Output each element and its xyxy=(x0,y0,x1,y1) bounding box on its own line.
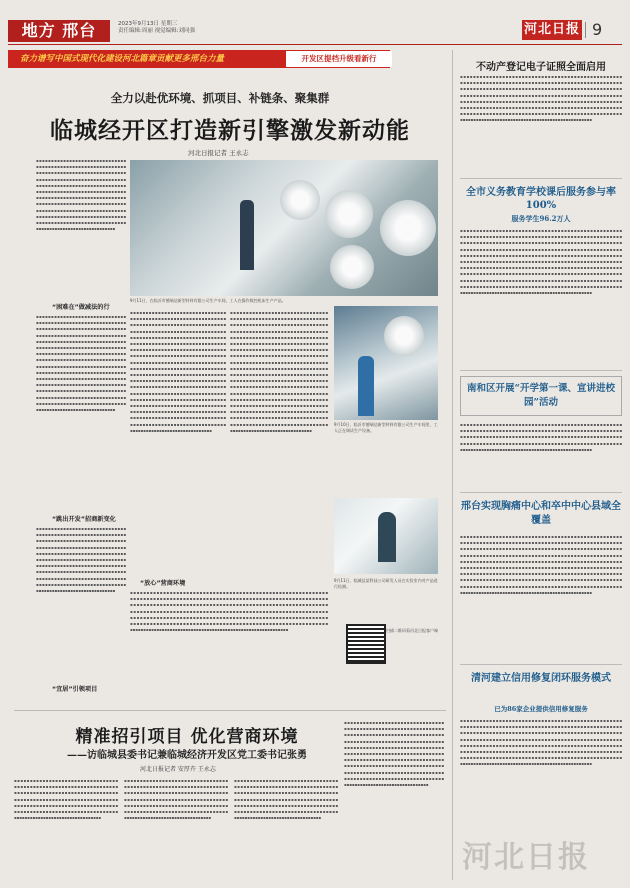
story-1-title: 不动产登记电子证照全面启用 xyxy=(476,62,606,73)
story-2-title: 全市义务教育学校课后服务参与率100% xyxy=(466,187,616,211)
story-5-title: 清河建立信用修复闭环服务模式 xyxy=(471,673,611,684)
interview-byline: 河北日报记者 安厚卉 王永志 xyxy=(140,766,216,773)
date-line: 2023年9月13日 星期三 xyxy=(118,21,178,27)
story-divider-2 xyxy=(460,370,622,371)
article-subhead-3: “宜居”引领项目 xyxy=(52,686,98,693)
story-1-text: ▪▪▪▪▪▪▪▪▪▪▪▪▪▪▪▪▪▪▪▪▪▪▪▪▪▪▪▪▪▪▪▪▪▪▪▪▪▪▪▪▪▪▪▪▪▪▪▪▪▪ ▪▪▪▪▪▪▪▪▪▪▪▪▪▪▪▪▪▪▪▪▪▪▪▪▪▪▪▪▪▪▪▪▪▪▪▪▪▪▪▪▪▪▪▪▪▪▪▪▪▪ ▪▪▪▪▪▪▪▪▪▪▪▪▪▪▪▪▪▪▪▪▪▪▪▪▪▪▪▪▪▪▪▪▪▪▪▪▪▪▪▪▪▪▪▪▪▪▪▪▪▪ ▪▪▪▪▪▪▪▪▪▪▪▪▪▪▪▪▪▪▪▪▪▪▪▪▪▪▪▪▪▪▪▪▪▪▪▪▪▪▪▪▪▪▪▪▪▪▪▪▪▪ ▪▪▪▪▪▪▪▪▪▪▪▪▪▪▪▪▪▪▪▪▪▪▪▪▪▪▪▪▪▪▪▪▪▪▪▪▪▪▪▪▪▪▪▪▪▪▪▪▪▪ ▪▪▪▪▪▪▪▪▪▪▪▪▪▪▪▪▪▪▪▪▪▪▪▪▪▪▪▪▪▪▪▪▪▪▪▪▪▪▪▪▪▪▪▪▪▪▪▪▪▪ ▪▪▪▪▪▪▪▪▪▪▪▪▪▪▪▪▪▪▪▪▪▪▪▪▪▪▪▪▪▪▪▪▪▪▪▪▪▪▪▪▪▪▪▪▪▪▪▪▪▪ ▪▪▪▪▪▪▪▪▪▪▪▪▪▪▪▪▪▪▪▪▪▪▪▪▪▪▪▪▪▪▪▪▪▪▪▪▪▪▪▪▪▪▪▪▪▪▪▪▪▪ xyxy=(460,74,622,123)
article-kicker: 全力以赴优环境、抓项目、补链条、聚集群 xyxy=(110,91,330,105)
story-3-text: ▪▪▪▪▪▪▪▪▪▪▪▪▪▪▪▪▪▪▪▪▪▪▪▪▪▪▪▪▪▪▪▪▪▪▪▪▪▪▪▪▪▪▪▪▪▪▪▪▪▪ ▪▪▪▪▪▪▪▪▪▪▪▪▪▪▪▪▪▪▪▪▪▪▪▪▪▪▪▪▪▪▪▪▪▪▪▪▪▪▪▪▪▪▪▪▪▪▪▪▪▪ ▪▪▪▪▪▪▪▪▪▪▪▪▪▪▪▪▪▪▪▪▪▪▪▪▪▪▪▪▪▪▪▪▪▪▪▪▪▪▪▪▪▪▪▪▪▪▪▪▪▪ ▪▪▪▪▪▪▪▪▪▪▪▪▪▪▪▪▪▪▪▪▪▪▪▪▪▪▪▪▪▪▪▪▪▪▪▪▪▪▪▪▪▪▪▪▪▪▪▪▪▪ ▪▪▪▪▪▪▪▪▪▪▪▪▪▪▪▪▪▪▪▪▪▪▪▪▪▪▪▪▪▪▪▪▪▪▪▪▪▪▪▪▪▪▪▪▪▪▪▪▪▪ xyxy=(460,422,622,452)
factory-photo-1 xyxy=(130,160,438,296)
lab-photo-3 xyxy=(334,498,438,574)
article-subhead-2: “跳出开发”招商新变化 xyxy=(52,516,116,523)
article-subhead-4: “放心”营商环境 xyxy=(140,580,186,587)
story-2-text: ▪▪▪▪▪▪▪▪▪▪▪▪▪▪▪▪▪▪▪▪▪▪▪▪▪▪▪▪▪▪▪▪▪▪▪▪▪▪▪▪▪▪▪▪▪▪▪▪▪▪ ▪▪▪▪▪▪▪▪▪▪▪▪▪▪▪▪▪▪▪▪▪▪▪▪▪▪▪▪▪▪▪▪▪▪▪▪▪▪▪▪▪▪▪▪▪▪▪▪▪▪ ▪▪▪▪▪▪▪▪▪▪▪▪▪▪▪▪▪▪▪▪▪▪▪▪▪▪▪▪▪▪▪▪▪▪▪▪▪▪▪▪▪▪▪▪▪▪▪▪▪▪ ▪▪▪▪▪▪▪▪▪▪▪▪▪▪▪▪▪▪▪▪▪▪▪▪▪▪▪▪▪▪▪▪▪▪▪▪▪▪▪▪▪▪▪▪▪▪▪▪▪▪ ▪▪▪▪▪▪▪▪▪▪▪▪▪▪▪▪▪▪▪▪▪▪▪▪▪▪▪▪▪▪▪▪▪▪▪▪▪▪▪▪▪▪▪▪▪▪▪▪▪▪ ▪▪▪▪▪▪▪▪▪▪▪▪▪▪▪▪▪▪▪▪▪▪▪▪▪▪▪▪▪▪▪▪▪▪▪▪▪▪▪▪▪▪▪▪▪▪▪▪▪▪ ▪▪▪▪▪▪▪▪▪▪▪▪▪▪▪▪▪▪▪▪▪▪▪▪▪▪▪▪▪▪▪▪▪▪▪▪▪▪▪▪▪▪▪▪▪▪▪▪▪▪ ▪▪▪▪▪▪▪▪▪▪▪▪▪▪▪▪▪▪▪▪▪▪▪▪▪▪▪▪▪▪▪▪▪▪▪▪▪▪▪▪▪▪▪▪▪▪▪▪▪▪ ▪▪▪▪▪▪▪▪▪▪▪▪▪▪▪▪▪▪▪▪▪▪▪▪▪▪▪▪▪▪▪▪▪▪▪▪▪▪▪▪▪▪▪▪▪▪▪▪▪▪ ▪▪▪▪▪▪▪▪▪▪▪▪▪▪▪▪▪▪▪▪▪▪▪▪▪▪▪▪▪▪▪▪▪▪▪▪▪▪▪▪▪▪▪▪▪▪▪▪▪▪ ▪▪▪▪▪▪▪▪▪▪▪▪▪▪▪▪▪▪▪▪▪▪▪▪▪▪▪▪▪▪▪▪▪▪▪▪▪▪▪▪▪▪▪▪▪▪▪▪▪▪ xyxy=(460,228,622,296)
story-2-subtitle: 服务学生96.2万人 xyxy=(511,214,571,223)
interview-col-1: ▪▪▪▪▪▪▪▪▪▪▪▪▪▪▪▪▪▪▪▪▪▪▪▪▪▪▪▪▪▪▪▪▪ ▪▪▪▪▪▪▪▪▪▪▪▪▪▪▪▪▪▪▪▪▪▪▪▪▪▪▪▪▪▪▪▪▪ ▪▪▪▪▪▪▪▪▪▪▪▪▪▪▪▪▪▪▪▪▪▪▪▪▪▪▪▪▪▪▪▪▪ ▪▪▪▪▪▪▪▪▪▪▪▪▪▪▪▪▪▪▪▪▪▪▪▪▪▪▪▪▪▪▪▪▪ ▪▪▪▪▪▪▪▪▪▪▪▪▪▪▪▪▪▪▪▪▪▪▪▪▪▪▪▪▪▪▪▪▪ ▪▪▪▪▪▪▪▪▪▪▪▪▪▪▪▪▪▪▪▪▪▪▪▪▪▪▪▪▪▪▪▪▪ ▪▪▪▪▪▪▪▪▪▪▪▪▪▪▪▪▪▪▪▪▪▪▪▪▪▪▪▪▪▪▪▪▪ xyxy=(14,778,118,821)
interview-col-2: ▪▪▪▪▪▪▪▪▪▪▪▪▪▪▪▪▪▪▪▪▪▪▪▪▪▪▪▪▪▪▪▪▪ ▪▪▪▪▪▪▪▪▪▪▪▪▪▪▪▪▪▪▪▪▪▪▪▪▪▪▪▪▪▪▪▪▪ ▪▪▪▪▪▪▪▪▪▪▪▪▪▪▪▪▪▪▪▪▪▪▪▪▪▪▪▪▪▪▪▪▪ ▪▪▪▪▪▪▪▪▪▪▪▪▪▪▪▪▪▪▪▪▪▪▪▪▪▪▪▪▪▪▪▪▪ ▪▪▪▪▪▪▪▪▪▪▪▪▪▪▪▪▪▪▪▪▪▪▪▪▪▪▪▪▪▪▪▪▪ ▪▪▪▪▪▪▪▪▪▪▪▪▪▪▪▪▪▪▪▪▪▪▪▪▪▪▪▪▪▪▪▪▪ ▪▪▪▪▪▪▪▪▪▪▪▪▪▪▪▪▪▪▪▪▪▪▪▪▪▪▪▪▪▪▪▪▪ xyxy=(124,778,228,821)
header-rule xyxy=(8,44,622,45)
photo-1-caption: 9月11日，在临沂市德瑞达新型材料有限公司生产车间，工人在操作数控机床生产产品。 xyxy=(130,298,286,303)
interview-col-3: ▪▪▪▪▪▪▪▪▪▪▪▪▪▪▪▪▪▪▪▪▪▪▪▪▪▪▪▪▪▪▪▪▪ ▪▪▪▪▪▪▪▪▪▪▪▪▪▪▪▪▪▪▪▪▪▪▪▪▪▪▪▪▪▪▪▪▪ ▪▪▪▪▪▪▪▪▪▪▪▪▪▪▪▪▪▪▪▪▪▪▪▪▪▪▪▪▪▪▪▪▪ ▪▪▪▪▪▪▪▪▪▪▪▪▪▪▪▪▪▪▪▪▪▪▪▪▪▪▪▪▪▪▪▪▪ ▪▪▪▪▪▪▪▪▪▪▪▪▪▪▪▪▪▪▪▪▪▪▪▪▪▪▪▪▪▪▪▪▪ ▪▪▪▪▪▪▪▪▪▪▪▪▪▪▪▪▪▪▪▪▪▪▪▪▪▪▪▪▪▪▪▪▪ ▪▪▪▪▪▪▪▪▪▪▪▪▪▪▪▪▪▪▪▪▪▪▪▪▪▪▪▪▪▪▪▪▪ xyxy=(234,778,338,821)
banner-column-label: 开发区提档升级看新行 xyxy=(286,51,392,67)
newspaper-logo: 河北日报 xyxy=(522,20,582,40)
header-divider xyxy=(585,22,586,38)
story-5-subtitle: 已为86家企业提供信用修复服务 xyxy=(494,705,588,713)
article-subhead-1: “困难在”做减法的行 xyxy=(52,304,110,311)
story-divider-1 xyxy=(460,178,622,179)
story-divider-3 xyxy=(460,492,622,493)
article-lead-text: ▪▪▪▪▪▪▪▪▪▪▪▪▪▪▪▪▪▪▪▪▪▪▪▪▪▪▪▪▪▪ ▪▪▪▪▪▪▪▪▪▪▪▪▪▪▪▪▪▪▪▪▪▪▪▪▪▪▪▪▪▪ ▪▪▪▪▪▪▪▪▪▪▪▪▪▪▪▪▪▪▪▪▪▪▪▪▪▪▪▪▪▪ ▪▪▪▪▪▪▪▪▪▪▪▪▪▪▪▪▪▪▪▪▪▪▪▪▪▪▪▪▪▪ ▪▪▪▪▪▪▪▪▪▪▪▪▪▪▪▪▪▪▪▪▪▪▪▪▪▪▪▪▪▪ ▪▪▪▪▪▪▪▪▪▪▪▪▪▪▪▪▪▪▪▪▪▪▪▪▪▪▪▪▪▪ ▪▪▪▪▪▪▪▪▪▪▪▪▪▪▪▪▪▪▪▪▪▪▪▪▪▪▪▪▪▪ ▪▪▪▪▪▪▪▪▪▪▪▪▪▪▪▪▪▪▪▪▪▪▪▪▪▪▪▪▪▪ ▪▪▪▪▪▪▪▪▪▪▪▪▪▪▪▪▪▪▪▪▪▪▪▪▪▪▪▪▪▪ ▪▪▪▪▪▪▪▪▪▪▪▪▪▪▪▪▪▪▪▪▪▪▪▪▪▪▪▪▪▪ ▪▪▪▪▪▪▪▪▪▪▪▪▪▪▪▪▪▪▪▪▪▪▪▪▪▪▪▪▪▪ ▪▪▪▪▪▪▪▪▪▪▪▪▪▪▪▪▪▪▪▪▪▪▪▪▪▪▪▪▪▪ xyxy=(36,158,126,232)
article-body-col-2: ▪▪▪▪▪▪▪▪▪▪▪▪▪▪▪▪▪▪▪▪▪▪▪▪▪▪▪▪▪▪▪ ▪▪▪▪▪▪▪▪▪▪▪▪▪▪▪▪▪▪▪▪▪▪▪▪▪▪▪▪▪▪▪ ▪▪▪▪▪▪▪▪▪▪▪▪▪▪▪▪▪▪▪▪▪▪▪▪▪▪▪▪▪▪▪ ▪▪▪▪▪▪▪▪▪▪▪▪▪▪▪▪▪▪▪▪▪▪▪▪▪▪▪▪▪▪▪ ▪▪▪▪▪▪▪▪▪▪▪▪▪▪▪▪▪▪▪▪▪▪▪▪▪▪▪▪▪▪▪ ▪▪▪▪▪▪▪▪▪▪▪▪▪▪▪▪▪▪▪▪▪▪▪▪▪▪▪▪▪▪▪ ▪▪▪▪▪▪▪▪▪▪▪▪▪▪▪▪▪▪▪▪▪▪▪▪▪▪▪▪▪▪▪ ▪▪▪▪▪▪▪▪▪▪▪▪▪▪▪▪▪▪▪▪▪▪▪▪▪▪▪▪▪▪▪ ▪▪▪▪▪▪▪▪▪▪▪▪▪▪▪▪▪▪▪▪▪▪▪▪▪▪▪▪▪▪▪ ▪▪▪▪▪▪▪▪▪▪▪▪▪▪▪▪▪▪▪▪▪▪▪▪▪▪▪▪▪▪▪ ▪▪▪▪▪▪▪▪▪▪▪▪▪▪▪▪▪▪▪▪▪▪▪▪▪▪▪▪▪▪▪ ▪▪▪▪▪▪▪▪▪▪▪▪▪▪▪▪▪▪▪▪▪▪▪▪▪▪▪▪▪▪▪ ▪▪▪▪▪▪▪▪▪▪▪▪▪▪▪▪▪▪▪▪▪▪▪▪▪▪▪▪▪▪▪ ▪▪▪▪▪▪▪▪▪▪▪▪▪▪▪▪▪▪▪▪▪▪▪▪▪▪▪▪▪▪▪ ▪▪▪▪▪▪▪▪▪▪▪▪▪▪▪▪▪▪▪▪▪▪▪▪▪▪▪▪▪▪▪ ▪▪▪▪▪▪▪▪▪▪▪▪▪▪▪▪▪▪▪▪▪▪▪▪▪▪▪▪▪▪▪ ▪▪▪▪▪▪▪▪▪▪▪▪▪▪▪▪▪▪▪▪▪▪▪▪▪▪▪▪▪▪▪ ▪▪▪▪▪▪▪▪▪▪▪▪▪▪▪▪▪▪▪▪▪▪▪▪▪▪▪▪▪▪▪ ▪▪▪▪▪▪▪▪▪▪▪▪▪▪▪▪▪▪▪▪▪▪▪▪▪▪▪▪▪▪▪ ▪▪▪▪▪▪▪▪▪▪▪▪▪▪▪▪▪▪▪▪▪▪▪▪▪▪▪▪▪▪▪ xyxy=(130,310,226,433)
interview-headline: 精准招引项目 优化营商环境 xyxy=(75,727,299,747)
page-number: 9 xyxy=(592,20,603,39)
interview-col-4: ▪▪▪▪▪▪▪▪▪▪▪▪▪▪▪▪▪▪▪▪▪▪▪▪▪▪▪▪▪▪▪▪ ▪▪▪▪▪▪▪▪▪▪▪▪▪▪▪▪▪▪▪▪▪▪▪▪▪▪▪▪▪▪▪▪ ▪▪▪▪▪▪▪▪▪▪▪▪▪▪▪▪▪▪▪▪▪▪▪▪▪▪▪▪▪▪▪▪ ▪▪▪▪▪▪▪▪▪▪▪▪▪▪▪▪▪▪▪▪▪▪▪▪▪▪▪▪▪▪▪▪ ▪▪▪▪▪▪▪▪▪▪▪▪▪▪▪▪▪▪▪▪▪▪▪▪▪▪▪▪▪▪▪▪ ▪▪▪▪▪▪▪▪▪▪▪▪▪▪▪▪▪▪▪▪▪▪▪▪▪▪▪▪▪▪▪▪ ▪▪▪▪▪▪▪▪▪▪▪▪▪▪▪▪▪▪▪▪▪▪▪▪▪▪▪▪▪▪▪▪ ▪▪▪▪▪▪▪▪▪▪▪▪▪▪▪▪▪▪▪▪▪▪▪▪▪▪▪▪▪▪▪▪ ▪▪▪▪▪▪▪▪▪▪▪▪▪▪▪▪▪▪▪▪▪▪▪▪▪▪▪▪▪▪▪▪ ▪▪▪▪▪▪▪▪▪▪▪▪▪▪▪▪▪▪▪▪▪▪▪▪▪▪▪▪▪▪▪▪ ▪▪▪▪▪▪▪▪▪▪▪▪▪▪▪▪▪▪▪▪▪▪▪▪▪▪▪▪▪▪▪▪ xyxy=(344,720,444,788)
logo-watermark: 河北日报 xyxy=(462,840,590,875)
section-divider xyxy=(14,710,446,711)
story-3-title-box xyxy=(460,376,622,416)
column-divider xyxy=(452,50,453,880)
article-body-col-1: ▪▪▪▪▪▪▪▪▪▪▪▪▪▪▪▪▪▪▪▪▪▪▪▪▪▪▪▪▪▪ ▪▪▪▪▪▪▪▪▪▪▪▪▪▪▪▪▪▪▪▪▪▪▪▪▪▪▪▪▪▪ ▪▪▪▪▪▪▪▪▪▪▪▪▪▪▪▪▪▪▪▪▪▪▪▪▪▪▪▪▪▪ ▪▪▪▪▪▪▪▪▪▪▪▪▪▪▪▪▪▪▪▪▪▪▪▪▪▪▪▪▪▪ ▪▪▪▪▪▪▪▪▪▪▪▪▪▪▪▪▪▪▪▪▪▪▪▪▪▪▪▪▪▪ ▪▪▪▪▪▪▪▪▪▪▪▪▪▪▪▪▪▪▪▪▪▪▪▪▪▪▪▪▪▪ ▪▪▪▪▪▪▪▪▪▪▪▪▪▪▪▪▪▪▪▪▪▪▪▪▪▪▪▪▪▪ ▪▪▪▪▪▪▪▪▪▪▪▪▪▪▪▪▪▪▪▪▪▪▪▪▪▪▪▪▪▪ ▪▪▪▪▪▪▪▪▪▪▪▪▪▪▪▪▪▪▪▪▪▪▪▪▪▪▪▪▪▪ ▪▪▪▪▪▪▪▪▪▪▪▪▪▪▪▪▪▪▪▪▪▪▪▪▪▪▪▪▪▪ ▪▪▪▪▪▪▪▪▪▪▪▪▪▪▪▪▪▪▪▪▪▪▪▪▪▪▪▪▪▪ ▪▪▪▪▪▪▪▪▪▪▪▪▪▪▪▪▪▪▪▪▪▪▪▪▪▪▪▪▪▪ ▪▪▪▪▪▪▪▪▪▪▪▪▪▪▪▪▪▪▪▪▪▪▪▪▪▪▪▪▪▪ ▪▪▪▪▪▪▪▪▪▪▪▪▪▪▪▪▪▪▪▪▪▪▪▪▪▪▪▪▪▪ ▪▪▪▪▪▪▪▪▪▪▪▪▪▪▪▪▪▪▪▪▪▪▪▪▪▪▪▪▪▪ ▪▪▪▪▪▪▪▪▪▪▪▪▪▪▪▪▪▪▪▪▪▪▪▪▪▪▪▪▪▪ xyxy=(36,314,126,413)
worker-figure-2 xyxy=(358,356,374,416)
article-byline: 河北日报记者 王永志 xyxy=(188,149,249,157)
article-body-col-4: ▪▪▪▪▪▪▪▪▪▪▪▪▪▪▪▪▪▪▪▪▪▪▪▪▪▪▪▪▪▪▪▪▪▪▪▪▪▪▪▪▪▪▪▪▪▪▪▪▪▪▪▪▪▪▪▪▪▪▪▪ ▪▪▪▪▪▪▪▪▪▪▪▪▪▪▪▪▪▪▪▪▪▪▪▪▪▪▪▪▪▪▪▪▪▪▪▪▪▪▪▪▪▪▪▪▪▪▪▪▪▪▪▪▪▪▪▪▪▪▪▪ ▪▪▪▪▪▪▪▪▪▪▪▪▪▪▪▪▪▪▪▪▪▪▪▪▪▪▪▪▪▪▪▪▪▪▪▪▪▪▪▪▪▪▪▪▪▪▪▪▪▪▪▪▪▪▪▪▪▪▪▪ ▪▪▪▪▪▪▪▪▪▪▪▪▪▪▪▪▪▪▪▪▪▪▪▪▪▪▪▪▪▪▪▪▪▪▪▪▪▪▪▪▪▪▪▪▪▪▪▪▪▪▪▪▪▪▪▪▪▪▪▪ ▪▪▪▪▪▪▪▪▪▪▪▪▪▪▪▪▪▪▪▪▪▪▪▪▪▪▪▪▪▪▪▪▪▪▪▪▪▪▪▪▪▪▪▪▪▪▪▪▪▪▪▪▪▪▪▪▪▪▪▪ ▪▪▪▪▪▪▪▪▪▪▪▪▪▪▪▪▪▪▪▪▪▪▪▪▪▪▪▪▪▪▪▪▪▪▪▪▪▪▪▪▪▪▪▪▪▪▪▪▪▪▪▪▪▪▪▪▪▪▪▪ ▪▪▪▪▪▪▪▪▪▪▪▪▪▪▪▪▪▪▪▪▪▪▪▪▪▪▪▪▪▪▪▪▪▪▪▪▪▪▪▪▪▪▪▪▪▪▪▪▪▪▪▪▪▪▪▪▪▪▪▪ xyxy=(130,590,328,633)
story-5-text: ▪▪▪▪▪▪▪▪▪▪▪▪▪▪▪▪▪▪▪▪▪▪▪▪▪▪▪▪▪▪▪▪▪▪▪▪▪▪▪▪▪▪▪▪▪▪▪▪▪▪ ▪▪▪▪▪▪▪▪▪▪▪▪▪▪▪▪▪▪▪▪▪▪▪▪▪▪▪▪▪▪▪▪▪▪▪▪▪▪▪▪▪▪▪▪▪▪▪▪▪▪ ▪▪▪▪▪▪▪▪▪▪▪▪▪▪▪▪▪▪▪▪▪▪▪▪▪▪▪▪▪▪▪▪▪▪▪▪▪▪▪▪▪▪▪▪▪▪▪▪▪▪ ▪▪▪▪▪▪▪▪▪▪▪▪▪▪▪▪▪▪▪▪▪▪▪▪▪▪▪▪▪▪▪▪▪▪▪▪▪▪▪▪▪▪▪▪▪▪▪▪▪▪ ▪▪▪▪▪▪▪▪▪▪▪▪▪▪▪▪▪▪▪▪▪▪▪▪▪▪▪▪▪▪▪▪▪▪▪▪▪▪▪▪▪▪▪▪▪▪▪▪▪▪ ▪▪▪▪▪▪▪▪▪▪▪▪▪▪▪▪▪▪▪▪▪▪▪▪▪▪▪▪▪▪▪▪▪▪▪▪▪▪▪▪▪▪▪▪▪▪▪▪▪▪ ▪▪▪▪▪▪▪▪▪▪▪▪▪▪▪▪▪▪▪▪▪▪▪▪▪▪▪▪▪▪▪▪▪▪▪▪▪▪▪▪▪▪▪▪▪▪▪▪▪▪ ▪▪▪▪▪▪▪▪▪▪▪▪▪▪▪▪▪▪▪▪▪▪▪▪▪▪▪▪▪▪▪▪▪▪▪▪▪▪▪▪▪▪▪▪▪▪▪▪▪▪ xyxy=(460,718,622,767)
photo-3-caption: 9月11日，临城县某科技公司研发人员在实验室内对产品进行检测。 xyxy=(334,578,438,589)
story-3-title: 南和区开展“开学第一课、宣讲进校园”活动 xyxy=(467,383,615,408)
editor-line: 责任编辑:周丽 视觉编辑:刘同强 xyxy=(118,28,195,34)
interview-subtitle: ——访临城县委书记兼临城经济开发区党工委书记张勇 xyxy=(67,750,307,761)
qr-caption: 扫描二维码看河北日报客户端 xyxy=(386,628,438,633)
story-4-title: 邢台实现胸痛中心和卒中中心县域全覆盖 xyxy=(461,501,621,526)
article-body-col-3: ▪▪▪▪▪▪▪▪▪▪▪▪▪▪▪▪▪▪▪▪▪▪▪▪▪▪▪▪▪▪▪ ▪▪▪▪▪▪▪▪▪▪▪▪▪▪▪▪▪▪▪▪▪▪▪▪▪▪▪▪▪▪▪ ▪▪▪▪▪▪▪▪▪▪▪▪▪▪▪▪▪▪▪▪▪▪▪▪▪▪▪▪▪▪▪ ▪▪▪▪▪▪▪▪▪▪▪▪▪▪▪▪▪▪▪▪▪▪▪▪▪▪▪▪▪▪▪ ▪▪▪▪▪▪▪▪▪▪▪▪▪▪▪▪▪▪▪▪▪▪▪▪▪▪▪▪▪▪▪ ▪▪▪▪▪▪▪▪▪▪▪▪▪▪▪▪▪▪▪▪▪▪▪▪▪▪▪▪▪▪▪ ▪▪▪▪▪▪▪▪▪▪▪▪▪▪▪▪▪▪▪▪▪▪▪▪▪▪▪▪▪▪▪ ▪▪▪▪▪▪▪▪▪▪▪▪▪▪▪▪▪▪▪▪▪▪▪▪▪▪▪▪▪▪▪ ▪▪▪▪▪▪▪▪▪▪▪▪▪▪▪▪▪▪▪▪▪▪▪▪▪▪▪▪▪▪▪ ▪▪▪▪▪▪▪▪▪▪▪▪▪▪▪▪▪▪▪▪▪▪▪▪▪▪▪▪▪▪▪ ▪▪▪▪▪▪▪▪▪▪▪▪▪▪▪▪▪▪▪▪▪▪▪▪▪▪▪▪▪▪▪ ▪▪▪▪▪▪▪▪▪▪▪▪▪▪▪▪▪▪▪▪▪▪▪▪▪▪▪▪▪▪▪ ▪▪▪▪▪▪▪▪▪▪▪▪▪▪▪▪▪▪▪▪▪▪▪▪▪▪▪▪▪▪▪ ▪▪▪▪▪▪▪▪▪▪▪▪▪▪▪▪▪▪▪▪▪▪▪▪▪▪▪▪▪▪▪ ▪▪▪▪▪▪▪▪▪▪▪▪▪▪▪▪▪▪▪▪▪▪▪▪▪▪▪▪▪▪▪ ▪▪▪▪▪▪▪▪▪▪▪▪▪▪▪▪▪▪▪▪▪▪▪▪▪▪▪▪▪▪▪ ▪▪▪▪▪▪▪▪▪▪▪▪▪▪▪▪▪▪▪▪▪▪▪▪▪▪▪▪▪▪▪ ▪▪▪▪▪▪▪▪▪▪▪▪▪▪▪▪▪▪▪▪▪▪▪▪▪▪▪▪▪▪▪ ▪▪▪▪▪▪▪▪▪▪▪▪▪▪▪▪▪▪▪▪▪▪▪▪▪▪▪▪▪▪▪ ▪▪▪▪▪▪▪▪▪▪▪▪▪▪▪▪▪▪▪▪▪▪▪▪▪▪▪▪▪▪▪ xyxy=(230,310,328,433)
qr-code-icon[interactable] xyxy=(346,624,386,664)
section-tag: 地方 邢台 xyxy=(8,20,110,42)
article-headline: 临城经开区打造新引擎激发新动能 xyxy=(50,117,410,144)
article-body-col-1b: ▪▪▪▪▪▪▪▪▪▪▪▪▪▪▪▪▪▪▪▪▪▪▪▪▪▪▪▪▪▪ ▪▪▪▪▪▪▪▪▪▪▪▪▪▪▪▪▪▪▪▪▪▪▪▪▪▪▪▪▪▪ ▪▪▪▪▪▪▪▪▪▪▪▪▪▪▪▪▪▪▪▪▪▪▪▪▪▪▪▪▪▪ ▪▪▪▪▪▪▪▪▪▪▪▪▪▪▪▪▪▪▪▪▪▪▪▪▪▪▪▪▪▪ ▪▪▪▪▪▪▪▪▪▪▪▪▪▪▪▪▪▪▪▪▪▪▪▪▪▪▪▪▪▪ ▪▪▪▪▪▪▪▪▪▪▪▪▪▪▪▪▪▪▪▪▪▪▪▪▪▪▪▪▪▪ ▪▪▪▪▪▪▪▪▪▪▪▪▪▪▪▪▪▪▪▪▪▪▪▪▪▪▪▪▪▪ ▪▪▪▪▪▪▪▪▪▪▪▪▪▪▪▪▪▪▪▪▪▪▪▪▪▪▪▪▪▪ ▪▪▪▪▪▪▪▪▪▪▪▪▪▪▪▪▪▪▪▪▪▪▪▪▪▪▪▪▪▪ ▪▪▪▪▪▪▪▪▪▪▪▪▪▪▪▪▪▪▪▪▪▪▪▪▪▪▪▪▪▪ ▪▪▪▪▪▪▪▪▪▪▪▪▪▪▪▪▪▪▪▪▪▪▪▪▪▪▪▪▪▪ xyxy=(36,526,126,594)
story-4-text: ▪▪▪▪▪▪▪▪▪▪▪▪▪▪▪▪▪▪▪▪▪▪▪▪▪▪▪▪▪▪▪▪▪▪▪▪▪▪▪▪▪▪▪▪▪▪▪▪▪▪ ▪▪▪▪▪▪▪▪▪▪▪▪▪▪▪▪▪▪▪▪▪▪▪▪▪▪▪▪▪▪▪▪▪▪▪▪▪▪▪▪▪▪▪▪▪▪▪▪▪▪ ▪▪▪▪▪▪▪▪▪▪▪▪▪▪▪▪▪▪▪▪▪▪▪▪▪▪▪▪▪▪▪▪▪▪▪▪▪▪▪▪▪▪▪▪▪▪▪▪▪▪ ▪▪▪▪▪▪▪▪▪▪▪▪▪▪▪▪▪▪▪▪▪▪▪▪▪▪▪▪▪▪▪▪▪▪▪▪▪▪▪▪▪▪▪▪▪▪▪▪▪▪ ▪▪▪▪▪▪▪▪▪▪▪▪▪▪▪▪▪▪▪▪▪▪▪▪▪▪▪▪▪▪▪▪▪▪▪▪▪▪▪▪▪▪▪▪▪▪▪▪▪▪ ▪▪▪▪▪▪▪▪▪▪▪▪▪▪▪▪▪▪▪▪▪▪▪▪▪▪▪▪▪▪▪▪▪▪▪▪▪▪▪▪▪▪▪▪▪▪▪▪▪▪ ▪▪▪▪▪▪▪▪▪▪▪▪▪▪▪▪▪▪▪▪▪▪▪▪▪▪▪▪▪▪▪▪▪▪▪▪▪▪▪▪▪▪▪▪▪▪▪▪▪▪ ▪▪▪▪▪▪▪▪▪▪▪▪▪▪▪▪▪▪▪▪▪▪▪▪▪▪▪▪▪▪▪▪▪▪▪▪▪▪▪▪▪▪▪▪▪▪▪▪▪▪ ▪▪▪▪▪▪▪▪▪▪▪▪▪▪▪▪▪▪▪▪▪▪▪▪▪▪▪▪▪▪▪▪▪▪▪▪▪▪▪▪▪▪▪▪▪▪▪▪▪▪ ▪▪▪▪▪▪▪▪▪▪▪▪▪▪▪▪▪▪▪▪▪▪▪▪▪▪▪▪▪▪▪▪▪▪▪▪▪▪▪▪▪▪▪▪▪▪▪▪▪▪ xyxy=(460,534,622,595)
factory-photo-2 xyxy=(334,306,438,420)
researcher-figure xyxy=(378,512,396,562)
photo-2-caption: 9月10日，临沂市德瑞达新型材料有限公司生产车间里，工人正在调试生产设备。 xyxy=(334,422,438,433)
issue-info xyxy=(118,21,195,35)
worker-figure xyxy=(240,200,254,270)
story-divider-4 xyxy=(460,664,622,665)
banner-text: 奋力谱写中国式现代化建设河北篇章贡献更多邢台力量 xyxy=(20,54,225,64)
